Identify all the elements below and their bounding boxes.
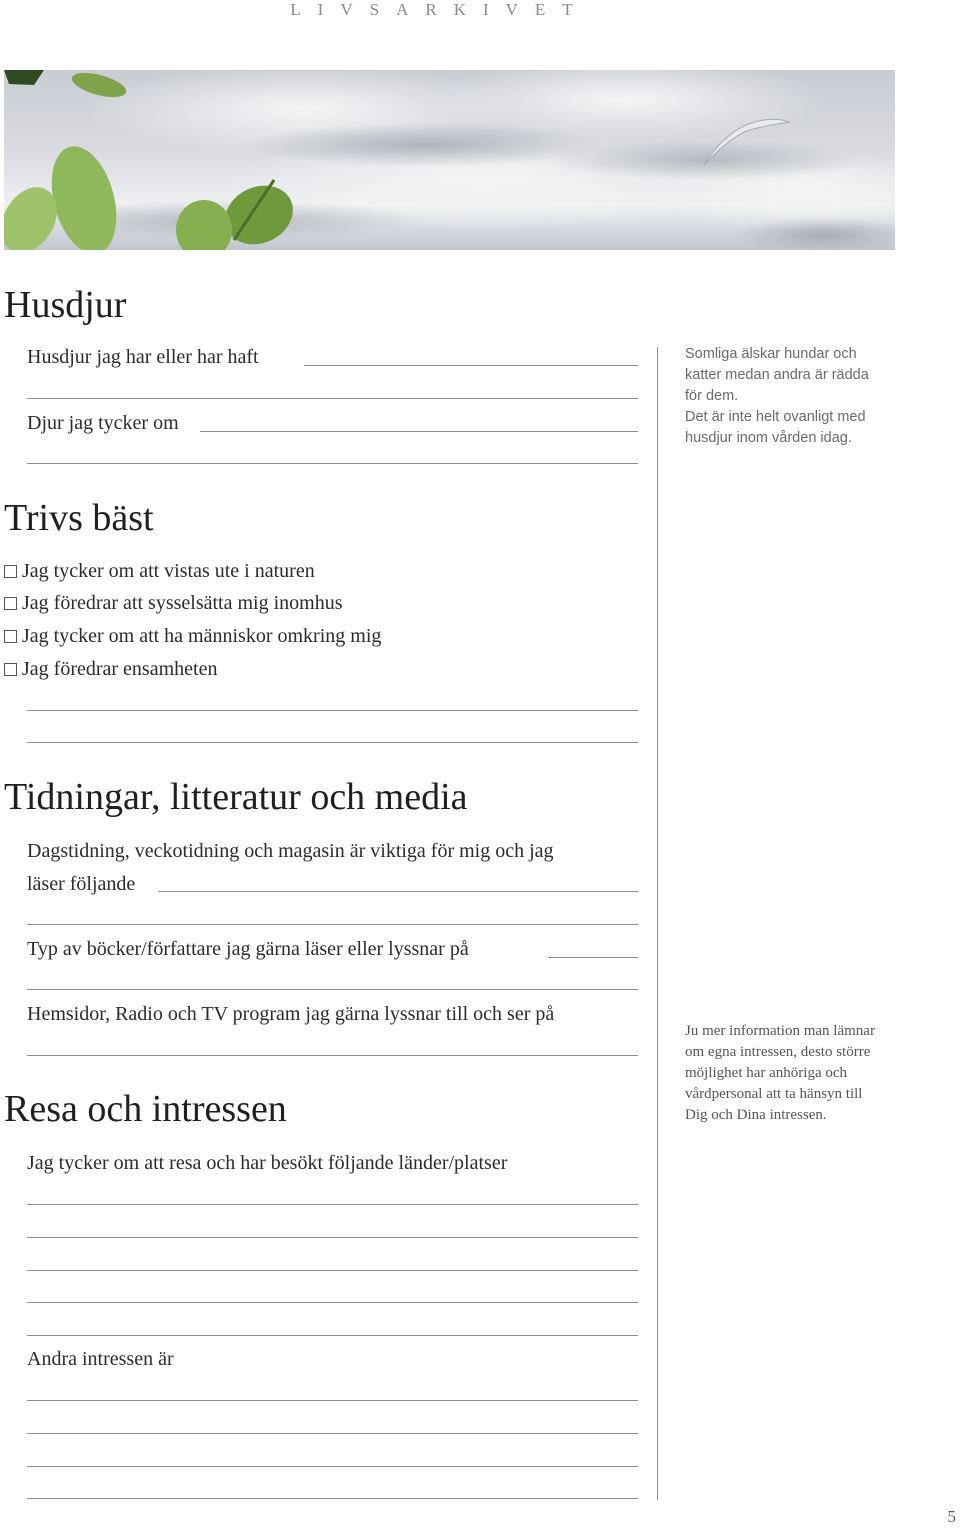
answer-line[interactable] <box>200 431 638 432</box>
page-number: 5 <box>947 1507 956 1526</box>
sky-leaves-image <box>4 70 895 250</box>
section-title-pets: Husdjur <box>4 284 127 326</box>
side-note-interests <box>685 1021 920 1126</box>
field-label-animals-liked: Djur jag tycker om <box>27 412 179 434</box>
answer-line[interactable] <box>27 463 638 464</box>
field-label-papers-cont: läser följande <box>27 873 136 895</box>
answer-line[interactable] <box>27 989 638 990</box>
section-title-travel: Resa och intressen <box>4 1088 287 1130</box>
checkbox[interactable] <box>4 565 17 578</box>
checkbox-option[interactable] <box>4 593 343 613</box>
side-note-text: möjlighet har anhöriga och <box>685 1065 848 1081</box>
header-photo <box>4 70 895 250</box>
field-label-pets-owned: Husdjur jag har eller har haft <box>27 346 259 368</box>
side-note-text: Ju mer information man lämnar <box>685 1023 875 1039</box>
side-note-text: för dem. <box>685 388 739 404</box>
margin-divider <box>657 347 658 1500</box>
checkbox-label: Jag föredrar att sysselsätta mig inomhus <box>22 592 343 614</box>
checkbox-option[interactable] <box>4 659 217 679</box>
answer-line[interactable] <box>304 365 638 366</box>
answer-line[interactable] <box>27 1237 638 1238</box>
checkbox[interactable] <box>4 597 17 610</box>
side-note-pets <box>685 344 920 449</box>
answer-line[interactable] <box>27 1400 638 1401</box>
field-label-books: Typ av böcker/författare jag gärna läser eller lyssnar på <box>27 938 469 960</box>
checkbox[interactable] <box>4 663 17 676</box>
side-note-text: Det är inte helt ovanligt med <box>685 409 866 425</box>
side-note-text: husdjur inom vården idag. <box>685 430 852 446</box>
section-title-thrive: Trivs bäst <box>4 497 154 539</box>
field-label-papers: Dagstidning, veckotidning och magasin är viktiga för mig och jag <box>27 840 554 862</box>
answer-line[interactable] <box>27 1498 638 1499</box>
side-note-text: Somliga älskar hundar och <box>685 346 857 362</box>
section-title-media: Tidningar, litteratur och media <box>4 776 468 818</box>
answer-line[interactable] <box>27 1270 638 1271</box>
answer-line[interactable] <box>27 710 638 711</box>
checkbox[interactable] <box>4 630 17 643</box>
checkbox-label: Jag tycker om att ha människor omkring mig <box>22 625 382 647</box>
answer-line[interactable] <box>27 742 638 743</box>
answer-line[interactable] <box>27 1466 638 1467</box>
field-label-other-interests: Andra intressen är <box>27 1348 174 1370</box>
side-note-text: vårdpersonal att ta hänsyn till <box>685 1086 863 1102</box>
side-note-text: Dig och Dina intressen. <box>685 1107 827 1123</box>
checkbox-option[interactable] <box>4 626 381 646</box>
answer-line[interactable] <box>27 1204 638 1205</box>
answer-line[interactable] <box>27 1055 638 1056</box>
checkbox-label: Jag tycker om att vistas ute i naturen <box>22 560 315 582</box>
side-note-text: om egna intressen, desto större <box>685 1044 871 1060</box>
answer-line[interactable] <box>158 891 638 892</box>
answer-line[interactable] <box>27 398 638 399</box>
answer-line[interactable] <box>27 1335 638 1336</box>
answer-line[interactable] <box>548 957 638 958</box>
answer-line[interactable] <box>27 924 638 925</box>
checkbox-option[interactable] <box>4 561 315 581</box>
checkbox-label: Jag föredrar ensamheten <box>22 658 218 680</box>
side-note-text: katter medan andra är rädda <box>685 367 869 383</box>
running-header: LIVSARKIVET <box>290 0 590 19</box>
answer-line[interactable] <box>27 1433 638 1434</box>
field-label-travel: Jag tycker om att resa och har besökt följande länder/platser <box>27 1152 508 1174</box>
field-label-web: Hemsidor, Radio och TV program jag gärna lyssnar till och ser på <box>27 1003 555 1025</box>
answer-line[interactable] <box>27 1302 638 1303</box>
